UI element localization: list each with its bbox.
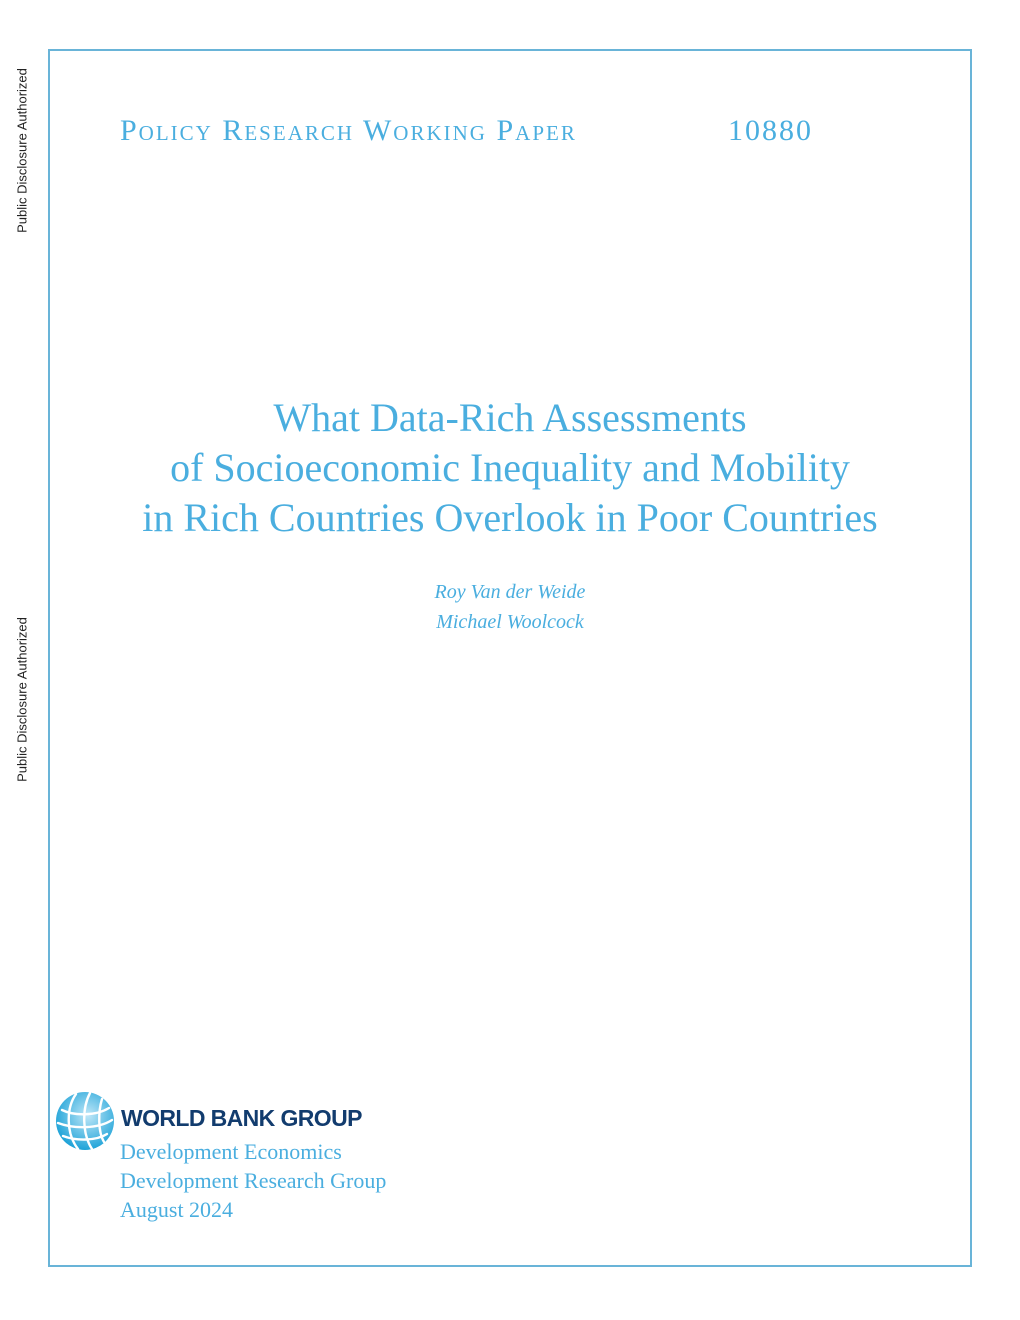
publication-date: August 2024 <box>120 1197 234 1222</box>
brand-wordmark: WORLD BANK GROUP <box>121 1105 362 1131</box>
side-label-middle: Public Disclosure Authorized <box>14 617 30 782</box>
paper-title <box>60 393 960 543</box>
title-line: in Rich Countries Overlook in Poor Countries <box>142 495 878 540</box>
series-header <box>120 114 840 154</box>
author-name: Michael Woolcock <box>436 611 584 633</box>
publisher-line: Development Economics <box>120 1139 342 1164</box>
publisher-info <box>120 1137 386 1224</box>
author-name: Roy Van der Weide <box>434 581 586 603</box>
title-line: What Data-Rich Assessments <box>273 395 747 440</box>
paper-number: 10880 <box>728 114 813 147</box>
title-line: of Socioeconomic Inequality and Mobility <box>170 445 850 490</box>
side-label-top: Public Disclosure Authorized <box>14 68 30 233</box>
cover-frame <box>48 49 972 1267</box>
author-list <box>260 577 760 637</box>
world-bank-globe-icon <box>54 1090 116 1152</box>
series-name: Policy Research Working Paper <box>120 114 577 147</box>
publisher-line: Development Research Group <box>120 1168 387 1193</box>
